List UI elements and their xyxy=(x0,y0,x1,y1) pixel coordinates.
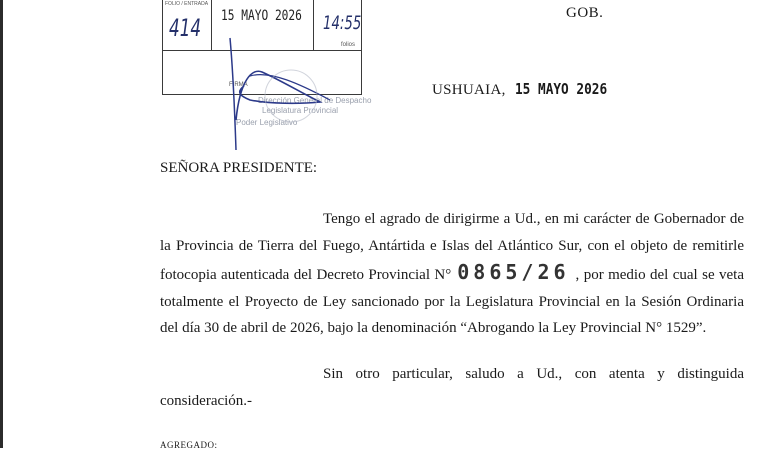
header-gob: GOB. xyxy=(566,5,604,21)
stamp-entry-number: 414 xyxy=(169,14,202,42)
paragraph-closing: Sin otro particular, saludo a Ud., con atenta y distinguida consideración.- xyxy=(160,366,744,409)
decree-number: 0865/26 xyxy=(457,260,570,284)
place-date xyxy=(432,80,624,99)
seal-line-2: Legislatura Provincial xyxy=(262,106,339,115)
stamp-folios-label: folios xyxy=(341,42,356,48)
stamp-top-label: FOLIO / ENTRADA xyxy=(165,1,209,7)
paragraph-main-end: , por medio del cual se veta totalmente el Proyecto de Ley sancionado por la Legislatura Provincial en la Sesión Ordinaria del día 30 de abril de 2026, bajo la denominación “Abrogando la Ley Provincial N° 1529”. xyxy=(160,267,744,336)
seal-line-3: Poder Legislativo xyxy=(236,118,298,127)
stamp-time: 14:55 xyxy=(323,12,362,34)
stamp-date: 15 MAYO 2026 xyxy=(221,8,302,24)
seal-line-1: Dirección General de Despacho xyxy=(258,96,372,105)
stamp-signature-label: FIRMA xyxy=(229,82,248,88)
salutation: SEÑORA PRESIDENTE: xyxy=(160,160,318,176)
paragraph-main xyxy=(160,206,744,342)
paragraph-main-start: Tengo el agrado de dirigirme a Ud., en mi carácter de Gobernador de la Provincia de Tierra del Fuego, Antártida e Islas del Atlántico Sur, con el objeto de remitirle fotocopia autenticada del Decreto Provincial N° xyxy=(160,211,744,283)
letter-date: 15 MAYO 2026 xyxy=(515,80,608,98)
city-label: USHUAIA, xyxy=(432,82,506,98)
annex-label: AGREGADO: xyxy=(160,440,218,450)
